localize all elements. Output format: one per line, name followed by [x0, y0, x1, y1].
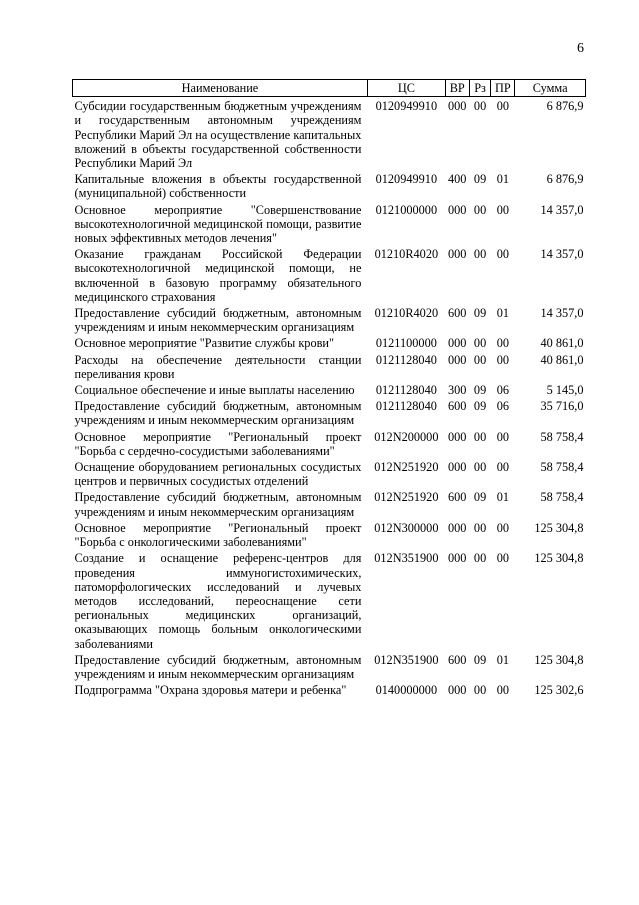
cell-name: Социальное обеспечение и иные выплаты населению — [74, 383, 355, 398]
table-row — [73, 549, 586, 650]
cell-pr: 06 — [496, 383, 510, 398]
cell-vr: 000 — [448, 99, 467, 114]
cell-name: Подпрограмма "Охрана здоровья матери и ребенка" — [74, 683, 347, 698]
cell-cs: 012N251920 — [374, 460, 439, 475]
table-row — [73, 170, 586, 200]
cell-name: Предоставление субсидий бюджетным, автономным учреждениям и иным некоммерческим организациям — [74, 490, 362, 519]
cell-pr: 01 — [496, 490, 510, 505]
cell-sum: 14 357,0 — [540, 202, 584, 217]
cell-rz: 00 — [473, 352, 487, 367]
cell-pr: 00 — [496, 202, 510, 217]
table-row — [73, 651, 586, 681]
cell-pr: 00 — [496, 520, 510, 535]
cell-name: Создание и оснащение референс-центров для проведения иммуногистохимических, патоморфологических исследований и лучевых методов исследований, переоснащение сети региональных медицинских организаций, оказывающих помощь больным онкологическими заболеваниями — [74, 551, 362, 651]
cell-name: Оказание гражданам Российской Федерации высокотехнологичной медицинской помощи, не включенной в базовую программу обязательного медицинского страхования — [74, 247, 362, 304]
budget-table — [72, 79, 586, 697]
header-cs: ЦС — [367, 80, 445, 97]
cell-cs: 0121128040 — [375, 383, 437, 398]
cell-rz: 00 — [473, 429, 487, 444]
cell-sum: 5 145,0 — [546, 383, 584, 398]
table-row — [73, 97, 586, 171]
cell-cs: 012N300000 — [374, 520, 439, 535]
cell-vr: 000 — [448, 202, 467, 217]
cell-pr: 00 — [496, 352, 510, 367]
table-row — [73, 381, 586, 397]
table-row — [73, 351, 586, 381]
cell-cs: 0121100000 — [375, 336, 437, 351]
cell-vr: 000 — [448, 683, 467, 698]
cell-pr: 00 — [496, 683, 510, 698]
table-row — [73, 245, 586, 304]
cell-vr: 600 — [448, 652, 467, 667]
cell-name: Основное мероприятие "Региональный проект "Борьба с онкологическими заболеваниями" — [74, 520, 362, 550]
cell-name: Основное мероприятие "Совершенствование высокотехнологичной медицинской помощи, развитие новых эффективных методов лечения" — [74, 202, 362, 246]
cell-cs: 0121128040 — [375, 352, 437, 367]
table-row — [73, 304, 586, 334]
cell-vr: 000 — [448, 460, 467, 475]
cell-sum: 125 302,6 — [534, 683, 584, 698]
cell-rz: 09 — [473, 652, 487, 667]
header-pr: ПР — [491, 80, 515, 97]
cell-cs: 0140000000 — [375, 683, 438, 698]
cell-rz: 00 — [473, 202, 487, 217]
cell-rz: 09 — [473, 172, 487, 187]
header-sum: Сумма — [515, 80, 586, 97]
table-row — [73, 397, 586, 427]
cell-sum: 6 876,9 — [546, 99, 584, 114]
cell-cs: 01210R4020 — [374, 247, 439, 262]
cell-pr: 00 — [496, 247, 510, 262]
cell-name: Субсидии государственным бюджетным учреждениям и государственным автономным учреждениям Республики Марий Эл на осуществление капитальных вложений в объекты государственной собственности Республики Марий Эл — [74, 99, 362, 171]
table-row — [73, 458, 586, 488]
cell-sum: 58 758,4 — [540, 490, 584, 505]
cell-sum: 40 861,0 — [540, 336, 584, 351]
cell-cs: 012N351900 — [374, 652, 439, 667]
cell-name: Предоставление субсидий бюджетным, автономным учреждениям и иным некоммерческим организациям — [74, 652, 362, 681]
cell-name: Расходы на обеспечение деятельности станции переливания крови — [74, 352, 362, 381]
table-header-row — [73, 80, 586, 97]
cell-vr: 600 — [448, 399, 467, 414]
cell-rz: 00 — [473, 551, 487, 566]
cell-pr: 00 — [496, 99, 510, 114]
table-row — [73, 334, 586, 350]
table-row — [73, 519, 586, 549]
header-rz: Рз — [469, 80, 491, 97]
cell-rz: 09 — [473, 383, 487, 398]
cell-sum: 125 304,8 — [534, 520, 584, 535]
cell-vr: 000 — [448, 520, 467, 535]
cell-sum: 35 716,0 — [540, 399, 584, 414]
header-name: Наименование — [73, 80, 368, 97]
cell-rz: 00 — [473, 683, 487, 698]
cell-cs: 012N351900 — [374, 551, 439, 566]
cell-cs: 0120949910 — [375, 172, 438, 187]
cell-pr: 00 — [496, 551, 510, 566]
table-row — [73, 681, 586, 697]
cell-sum: 58 758,4 — [540, 429, 584, 444]
cell-vr: 400 — [448, 172, 467, 187]
cell-vr: 000 — [448, 352, 467, 367]
cell-rz: 09 — [473, 399, 487, 414]
cell-rz: 00 — [473, 247, 487, 262]
cell-name: Оснащение оборудованием региональных сосудистых центров и первичных сосудистых отделений — [74, 460, 362, 489]
cell-vr: 000 — [448, 247, 467, 262]
cell-cs: 0121128040 — [375, 399, 437, 414]
cell-vr: 600 — [448, 490, 467, 505]
cell-rz: 09 — [473, 490, 487, 505]
cell-cs: 012N251920 — [374, 490, 439, 505]
cell-vr: 600 — [448, 306, 467, 321]
cell-sum: 40 861,0 — [540, 352, 584, 367]
cell-cs: 0121000000 — [375, 202, 438, 217]
table-row — [73, 201, 586, 246]
cell-rz: 00 — [473, 520, 487, 535]
cell-name: Предоставление субсидий бюджетным, автономным учреждениям и иным некоммерческим организациям — [74, 306, 362, 335]
cell-cs: 012N200000 — [374, 429, 439, 444]
cell-vr: 000 — [448, 336, 467, 351]
cell-sum: 58 758,4 — [540, 460, 584, 475]
cell-name: Капитальные вложения в объекты государственной (муниципальной) собственности — [74, 172, 362, 201]
cell-sum: 6 876,9 — [546, 172, 584, 187]
cell-pr: 01 — [496, 652, 510, 667]
cell-sum: 125 304,8 — [534, 551, 584, 566]
cell-pr: 00 — [496, 336, 510, 351]
cell-rz: 00 — [473, 336, 487, 351]
table-row — [73, 428, 586, 458]
cell-rz: 00 — [473, 99, 487, 114]
cell-pr: 01 — [496, 306, 510, 321]
cell-vr: 000 — [448, 551, 467, 566]
cell-cs: 0120949910 — [375, 99, 438, 114]
cell-pr: 00 — [496, 460, 510, 475]
cell-pr: 01 — [496, 172, 510, 187]
header-vr: ВР — [445, 80, 469, 97]
cell-vr: 300 — [448, 383, 467, 398]
cell-sum: 14 357,0 — [540, 247, 584, 262]
table-body — [73, 97, 586, 698]
cell-rz: 09 — [473, 306, 487, 321]
table-row — [73, 488, 586, 518]
cell-cs: 01210R4020 — [374, 306, 439, 321]
cell-pr: 06 — [496, 399, 510, 414]
cell-vr: 000 — [448, 429, 467, 444]
page-number: 6 — [577, 41, 584, 56]
cell-pr: 00 — [496, 429, 510, 444]
cell-sum: 14 357,0 — [540, 306, 584, 321]
cell-sum: 125 304,8 — [534, 652, 584, 667]
cell-name: Основное мероприятие "Региональный проект "Борьба с сердечно-сосудистыми заболеваниями" — [74, 429, 362, 458]
cell-name: Основное мероприятие "Развитие службы крови" — [74, 336, 335, 351]
cell-rz: 00 — [473, 460, 487, 475]
cell-name: Предоставление субсидий бюджетным, автономным учреждениям и иным некоммерческим организациям — [74, 399, 362, 428]
